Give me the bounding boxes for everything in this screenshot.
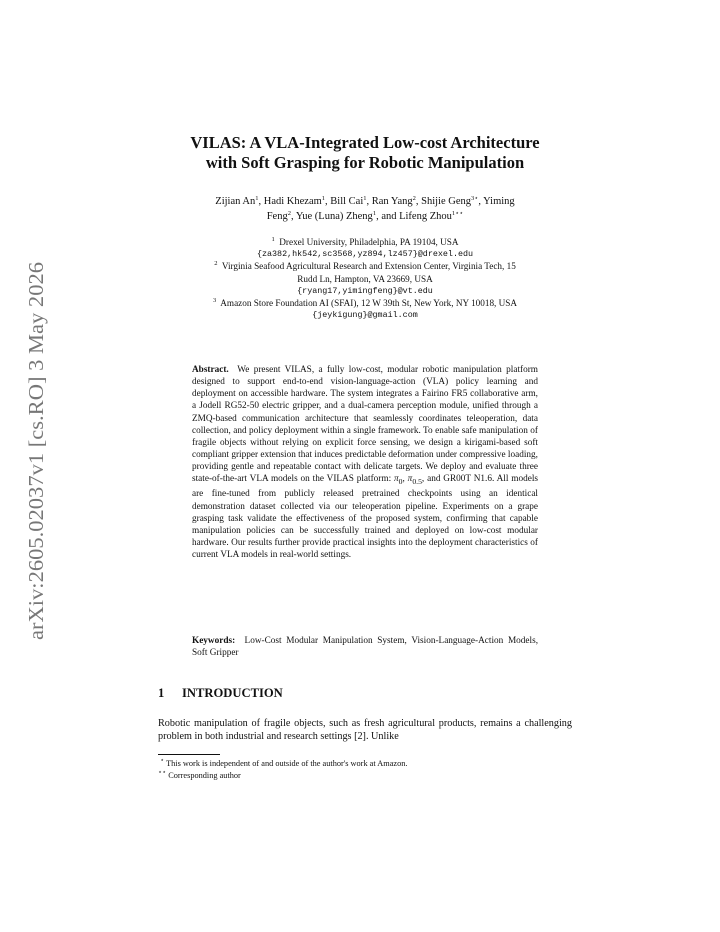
affiliation-2-cont: Rudd Ln, Hampton, VA 23669, USA	[297, 273, 433, 284]
author-line-2: Feng$^2$, Yue (Luna) Zheng$^1$, and Lifeng Zhou$^{1⋆⋆}$	[266, 209, 464, 222]
keywords	[192, 635, 538, 659]
arxiv-stamp	[15, 260, 55, 640]
keywords-text: Low-Cost Modular Manipulation System, Vision-Language-Action Models, Soft Gripper	[192, 636, 539, 659]
abstract-label: Abstract.	[192, 365, 229, 375]
affiliation-2: $^2$ Virginia Seafood Agricultural Research and Extension Center, Virginia Tech, 15	[214, 260, 516, 272]
footnote-2: ⋆⋆ Corresponding author	[158, 768, 241, 780]
affiliations	[158, 236, 572, 321]
body-paragraph: Robotic manipulation of fragile objects, such as fresh agricultural products, remains a challenging problem in both industrial and research settings [2]. Unlike	[158, 718, 572, 743]
section-title: INTRODUCTION	[182, 686, 283, 700]
title-line-2: with Soft Grasping for Robotic Manipulation	[205, 153, 525, 172]
section-number: 1	[158, 686, 165, 700]
affiliation-1: $^1$ Drexel University, Philadelphia, PA 19104, USA	[271, 236, 459, 247]
title-line-1: VILAS: A VLA-Integrated Low-cost Architecture	[190, 133, 540, 152]
author-list	[158, 195, 572, 224]
affiliation-3-email: {jeykigung}@gmail.com	[312, 310, 418, 321]
affiliation-1-email: {za382,hk542,sc3568,yz894,lz457}@drexel.edu	[256, 249, 474, 260]
footnotes	[158, 758, 572, 781]
affiliation-3: $^3$ Amazon Store Foundation AI (SFAI), 12 W 39th St, New York, NY 10018, USA	[212, 297, 518, 309]
abstract-text: We present VILAS, a fully low-cost, modular robotic manipulation platform designed to support end-to-end vision-language-action (VLA) policy learning and deployment on accessible hardware. The system integrates a Fairino FR5 collaborative arm, a Jodell RG52-50 electric gripper, and a dual-camera perception module, unified through a ZMQ-based communication architecture that seamlessly coordinates teleoperation, data collection, and policy deployment within a single framework. To enable safe manipulation of fragile objects without relying on explicit force sensing, we design a kirigami-based soft compliant gripper extension that induces predictable deformation under compressive loading, providing gentle and repeatable contact with delicate targets. We deploy and evaluate three state-of-the-art VLA models on the VILAS platform: $\pi_0$, $\pi_{0.5}$, and GR00T N1.6. All models are fine-tuned from publicly released pretrained checkpoints using an identical demonstration dataset collected via our teleoperation pipeline. Experiments on a grape grasping task validate the effectiveness of the proposed system, confirming that capable manipulation policies can be successfully trained and deployed on low-cost modular hardware. Our results further provide practical insights into the deployment characteristics of current VLA models in real-world settings.	[192, 365, 539, 561]
arxiv-stamp-text: arXiv:2605.02037v1 [cs.RO] 3 May 2026	[24, 287, 48, 640]
paper-title	[158, 133, 572, 173]
footnote-1: ⋆ This work is independent of and outside of the author's work at Amazon.	[160, 757, 408, 768]
affiliation-2-email: {ryang17,yimingfeng}@vt.edu	[297, 285, 433, 296]
abstract	[192, 364, 538, 561]
author-line-1: Zijian An$^1$, Hadi Khezam$^1$, Bill Cai$^1$, Ran Yang$^2$, Shijie Geng$^{3⋆}$, Yiming	[215, 195, 515, 207]
footnote-rule	[158, 754, 220, 755]
section-heading	[158, 686, 283, 701]
keywords-label: Keywords:	[192, 636, 236, 646]
